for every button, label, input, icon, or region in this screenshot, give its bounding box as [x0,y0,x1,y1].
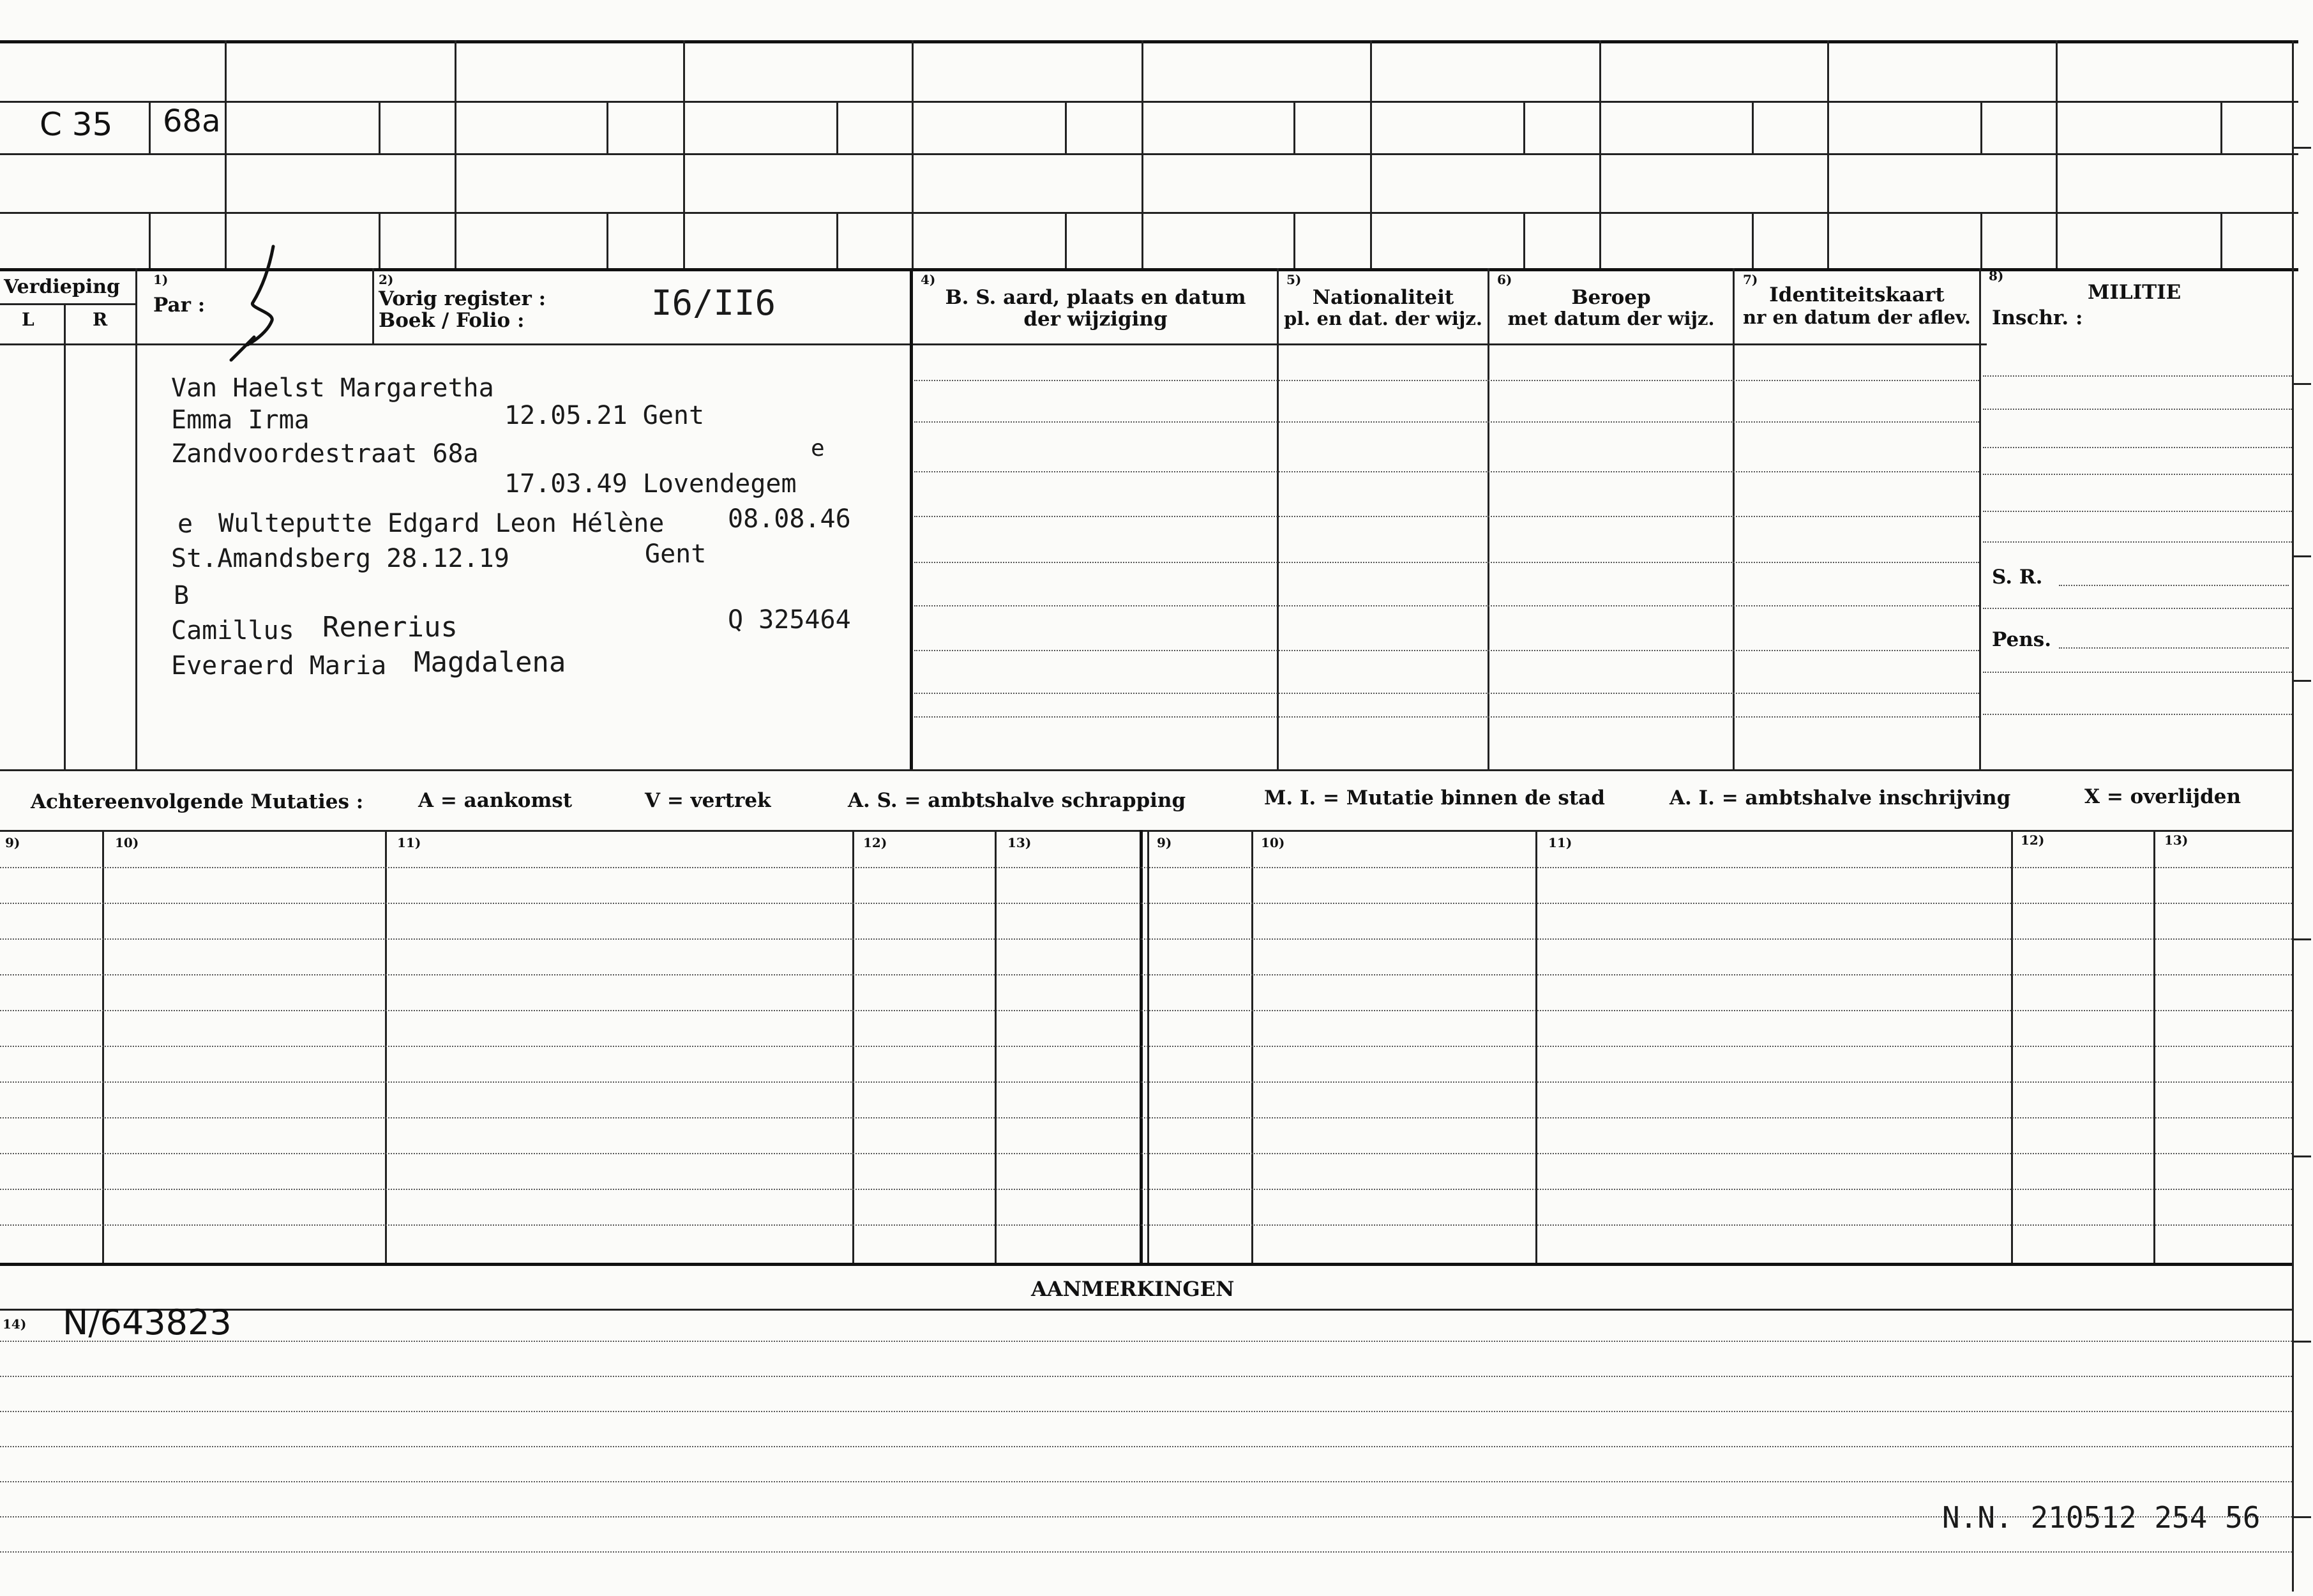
address: Zandvoordestraat 68a [171,439,479,469]
dotted-line [914,716,1979,718]
dotted-line [914,380,1979,381]
grid-line [1827,40,1829,268]
grid-line [379,212,380,268]
dotted-line [0,1117,2292,1118]
grid-line [0,830,2292,832]
dotted-line [0,1376,2292,1377]
grid-line [1599,40,1601,268]
col-number: 9) [1157,835,1172,850]
r-label: R [93,309,108,330]
dotted-line [914,693,1979,694]
edge-tick [2292,1341,2311,1343]
col-number: 9) [5,835,20,850]
grid-line [2220,101,2222,153]
col-number: 12) [863,835,887,850]
mutaties-title: Achtereenvolgende Mutaties : [31,790,364,813]
l-label: L [22,309,34,330]
col-number: 13) [2164,832,2189,848]
edge-tick [2292,147,2311,149]
grid-line [2153,830,2155,1264]
bs-label-line1: B. S. aard, plaats en datum [945,286,1246,309]
birthplace-city: Gent [645,539,707,569]
grid-line [1523,212,1525,268]
dotted-line [0,1446,2292,1447]
spouse-date: 08.08.46 [728,504,851,534]
grid-line [0,40,2298,43]
grid-line [1752,101,1754,153]
par-label: Par : [153,294,206,317]
grid-line [64,303,66,769]
grid-line [135,268,137,769]
aanmerkingen-title: AANMERKINGEN [1031,1277,1235,1301]
grid-line [1277,268,1279,769]
dotted-line [0,1551,2292,1553]
grid-line [0,101,2298,103]
field-number: 7) [1743,272,1758,287]
col-number: 11) [1548,835,1572,850]
grid-line [372,268,374,343]
grid-line [455,40,456,268]
grid-line [149,212,151,268]
dotted-line [0,1010,2292,1011]
birth-date-place: 12.05.21 Gent [504,401,705,430]
mother-name: Everaerd Maria [171,651,387,681]
grid-line [1141,40,1143,268]
inschr-label: Inschr. : [1992,306,2083,329]
dotted-line [0,1341,2292,1342]
grid-line [910,268,913,769]
dotted-line [1983,672,2292,673]
address-note: e [811,435,825,462]
grid-line [836,212,838,268]
field-number: 2) [379,272,394,287]
grid-line [1535,830,1537,1264]
grid-line [1980,212,1982,268]
person-name-line: Van Haelst Margaretha [171,373,494,403]
edge-tick [2292,555,2311,557]
grid-line [1488,268,1489,769]
pens-line [2059,647,2289,649]
date-place-line: 17.03.49 Lovendegem [504,469,797,499]
dotted-line [914,421,1979,423]
field-number: 5) [1286,272,1302,287]
grid-line [1251,830,1253,1264]
edge-tick [2292,383,2311,385]
identiteitskaart-label: Identiteitskaart [1769,283,1945,306]
field-number: 1) [153,272,169,287]
field-number: 8) [1989,268,2004,283]
dotted-line [0,974,2292,975]
top-number: 68a [163,103,221,139]
dotted-line [0,1481,2292,1482]
dotted-line [0,1189,2292,1190]
legend-vertrek: V = vertrek [645,789,771,812]
dotted-line [1983,714,2292,715]
dotted-line [914,562,1979,563]
dotted-line [0,938,2292,940]
dotted-line [1983,608,2292,609]
grid-line [683,40,685,268]
dotted-line [1983,447,2292,448]
nationaliteit-sublabel: pl. en dat. der wijz. [1284,308,1482,329]
status-letter: B [174,581,190,610]
father-name: Camillus [171,616,294,645]
dotted-line [0,1081,2292,1083]
grid-line [0,153,2298,155]
father-name-cont: Renerius [322,611,458,644]
boek-folio-label: Boek / Folio : [379,309,525,332]
dotted-line [914,605,1979,606]
dotted-line [1983,409,2292,410]
grid-line [2292,40,2294,1592]
edge-tick [2292,1156,2311,1157]
edge-tick [2292,1516,2311,1518]
field-number: 14) [3,1316,27,1332]
legend-overlijden: X = overlijden [2084,785,2241,808]
vorig-register-label: Vorig register : [379,287,546,310]
edge-tick [2292,680,2311,682]
edge-tick [2292,938,2311,940]
person-given-names: Emma Irma [171,405,310,435]
birthplace-line: St.Amandsberg 28.12.19 [171,544,509,573]
grid-line [0,212,2298,214]
field-number: 4) [921,272,936,287]
legend-aankomst: A = aankomst [418,789,573,812]
nn-number: N.N. 210512 254 56 [1942,1500,2261,1535]
bs-label-line2: der wijziging [1023,308,1168,331]
sr-label: S. R. [1992,566,2043,589]
spouse-name: Wulteputte Edgard Leon Hélène [218,509,665,538]
dotted-line [1983,541,2292,543]
grid-line [102,830,104,1264]
grid-line [607,101,608,153]
grid-line [0,343,1987,345]
dotted-line [914,516,1979,517]
grid-line [2011,830,2013,1264]
grid-line [1752,212,1754,268]
field-number: 6) [1497,272,1512,287]
legend-ambtshalve-schrapping: A. S. = ambtshalve schrapping [848,789,1186,812]
grid-line [0,769,2292,771]
beroep-label: Beroep [1571,286,1651,309]
dotted-line [1983,474,2292,475]
grid-line [1523,101,1525,153]
col-number: 10) [1261,835,1285,850]
dotted-line [0,1046,2292,1047]
col-number: 10) [115,835,139,850]
dotted-line [0,903,2292,904]
col-number: 13) [1007,835,1032,850]
dotted-line [914,471,1979,472]
dotted-line [0,1411,2292,1412]
pens-label: Pens. [1992,628,2051,651]
grid-line [836,101,838,153]
legend-mutatie-binnen: M. I. = Mutatie binnen de stad [1264,787,1605,809]
dotted-line [914,650,1979,651]
grid-line [0,1263,2292,1266]
grid-line [385,830,387,1264]
id-code: Q 325464 [728,605,851,635]
grid-line [1065,101,1067,153]
col-number: 12) [2021,832,2045,848]
grid-line [0,303,135,305]
grid-line [379,101,380,153]
verdieping-label: Verdieping [4,276,121,298]
spouse-prefix: e [177,509,193,539]
dotted-line [0,1153,2292,1154]
grid-line [607,212,608,268]
dotted-line [1983,511,2292,512]
dotted-line [1983,375,2292,377]
grid-line [1979,268,1981,769]
grid-line [1147,830,1149,1264]
militie-label: MILITIE [2088,281,2181,304]
beroep-sublabel: met datum der wijz. [1507,308,1715,329]
dotted-line [0,1224,2292,1226]
grid-line [912,40,914,268]
grid-line [149,101,151,153]
grid-line [2220,212,2222,268]
identiteitskaart-sublabel: nr en datum der aflev. [1743,306,1971,328]
grid-line [852,830,854,1264]
aanmerking-value: N/643823 [63,1302,232,1343]
top-code: C 35 [40,106,113,143]
grid-line [225,40,227,268]
register-value: I6/II6 [651,283,776,323]
grid-line [1370,40,1372,268]
grid-line [995,830,997,1264]
grid-line [2056,40,2058,268]
grid-line [1293,212,1295,268]
grid-line [1733,268,1735,769]
sr-line [2059,585,2289,586]
col-number: 11) [397,835,421,850]
grid-line [0,1309,2292,1311]
legend-ambtshalve-inschrijving: A. I. = ambtshalve inschrijving [1669,787,2011,809]
grid-line [1140,830,1143,1264]
grid-line [1980,101,1982,153]
grid-line [1293,101,1295,153]
par-signature [223,241,294,363]
mother-name-cont: Magdalena [414,646,566,679]
dotted-line [0,867,2292,868]
grid-line [0,268,2298,271]
nationaliteit-label: Nationaliteit [1312,286,1454,309]
grid-line [1065,212,1067,268]
